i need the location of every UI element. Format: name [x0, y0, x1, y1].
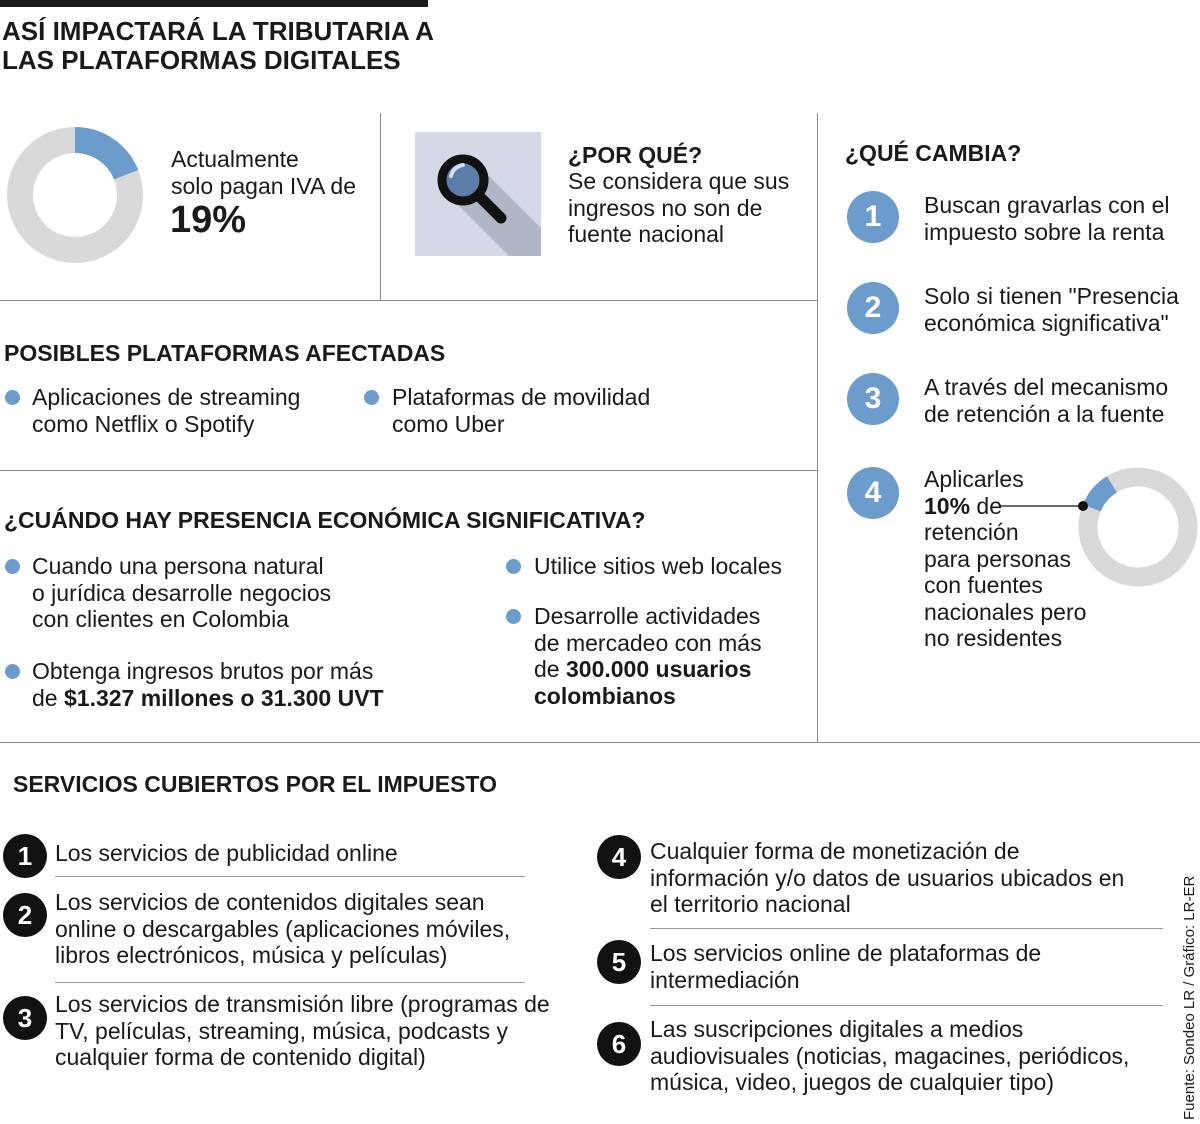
- divider-horizontal-1: [0, 300, 818, 301]
- que-cambia-number-4: 4: [847, 467, 899, 519]
- retention-donut-segment: [1092, 484, 1112, 508]
- que-cambia-item-1: Buscan gravarlas con el impuesto sobre la renta: [924, 192, 1170, 245]
- servicio-divider: [55, 876, 525, 877]
- plataformas-item-1: Aplicaciones de streaming como Netflix o Spotify: [32, 384, 301, 437]
- por-que-text: Se considera que sus ingresos no son de fuente nacional: [568, 168, 790, 247]
- iva-value: 19%: [170, 199, 247, 241]
- plataformas-heading: POSIBLES PLATAFORMAS AFECTADAS: [4, 340, 446, 366]
- servicio-divider: [650, 1005, 1163, 1006]
- iva-text: Actualmente solo pagan IVA de: [171, 146, 356, 199]
- iva-donut-chart: [6, 126, 144, 264]
- servicio-item-2: Los servicios de contenidos digitales sean online o descargables (aplicaciones móviles, libros electrónicos, música y películas): [55, 889, 511, 968]
- que-cambia-item-3: A través del mecanismo de retención a la fuente: [924, 374, 1169, 427]
- servicio-number-3: 3: [3, 996, 47, 1040]
- retention-donut-chart: [1000, 466, 1200, 590]
- servicio-item-3: Los servicios de transmisión libre (programas de TV, películas, streaming, música, podcasts y cualquier forma de contenido digital): [55, 991, 550, 1070]
- presencia-item-2: Obtenga ingresos brutos por más de $1.327 millones o 31.300 UVT: [32, 658, 384, 711]
- que-cambia-number-1: 1: [847, 191, 899, 243]
- servicio-number-4: 4: [597, 835, 641, 879]
- iva-donut-segment: [75, 140, 126, 175]
- presencia-item-3: Utilice sitios web locales: [534, 553, 782, 579]
- que-cambia-heading: ¿QUÉ CAMBIA?: [845, 140, 1022, 166]
- magnifier-icon: [415, 132, 541, 256]
- servicio-number-5: 5: [597, 940, 641, 984]
- servicio-number-1: 1: [3, 834, 47, 878]
- presencia-item-1: Cuando una persona natural o jurídica desarrolle negocios con clientes en Colombia: [32, 553, 332, 632]
- presencia-item-4: Desarrolle actividades de mercadeo con más de 300.000 usuarios colombianos: [534, 603, 762, 709]
- bullet-dot: [506, 609, 521, 624]
- por-que-heading: ¿POR QUÉ?: [568, 142, 703, 168]
- servicio-item-4: Cualquier forma de monetización de información y/o datos de usuarios ubicados en el territorio nacional: [650, 838, 1125, 917]
- bullet-dot: [364, 390, 379, 405]
- plataformas-item-2: Plataformas de movilidad como Uber: [392, 384, 651, 437]
- servicio-divider: [55, 982, 525, 983]
- que-cambia-number-3: 3: [847, 373, 899, 425]
- presencia-heading: ¿CUÁNDO HAY PRESENCIA ECONÓMICA SIGNIFICATIVA?: [4, 507, 646, 533]
- retention-pointer-dot: [1078, 501, 1088, 511]
- title-bar: [0, 0, 428, 7]
- servicios-heading: SERVICIOS CUBIERTOS POR EL IMPUESTO: [13, 771, 497, 797]
- que-cambia-number-2: 2: [847, 282, 899, 334]
- divider-horizontal-3: [0, 742, 1200, 743]
- bullet-dot: [506, 559, 521, 574]
- que-cambia-item-4: Aplicarles 10% de retención para personas con fuentes nacionales pero no residentes: [924, 466, 1087, 651]
- servicio-item-6: Las suscripciones digitales a medios audiovisuales (noticias, magacines, periódicos, música, video, juegos de cualquier tipo): [650, 1016, 1130, 1095]
- servicio-item-1: Los servicios de publicidad online: [55, 840, 398, 866]
- servicio-number-6: 6: [597, 1022, 641, 1066]
- bullet-dot: [5, 390, 20, 405]
- bullet-dot: [5, 664, 20, 679]
- source-credit: Fuente: Sondeo LR / Gráfico: LR-ER: [1181, 875, 1198, 1120]
- servicio-item-5: Los servicios online de plataformas de intermediación: [650, 940, 1042, 993]
- que-cambia-item-2: Solo si tienen "Presencia económica significativa": [924, 283, 1179, 336]
- bullet-dot: [5, 559, 20, 574]
- divider-horizontal-2: [0, 470, 818, 471]
- divider-vertical-right: [817, 113, 818, 742]
- servicio-divider: [650, 928, 1163, 929]
- servicio-number-2: 2: [3, 893, 47, 937]
- page-title: ASÍ IMPACTARÁ LA TRIBUTARIA A LAS PLATAFORMAS DIGITALES: [2, 16, 434, 75]
- divider-vertical-top: [380, 113, 381, 300]
